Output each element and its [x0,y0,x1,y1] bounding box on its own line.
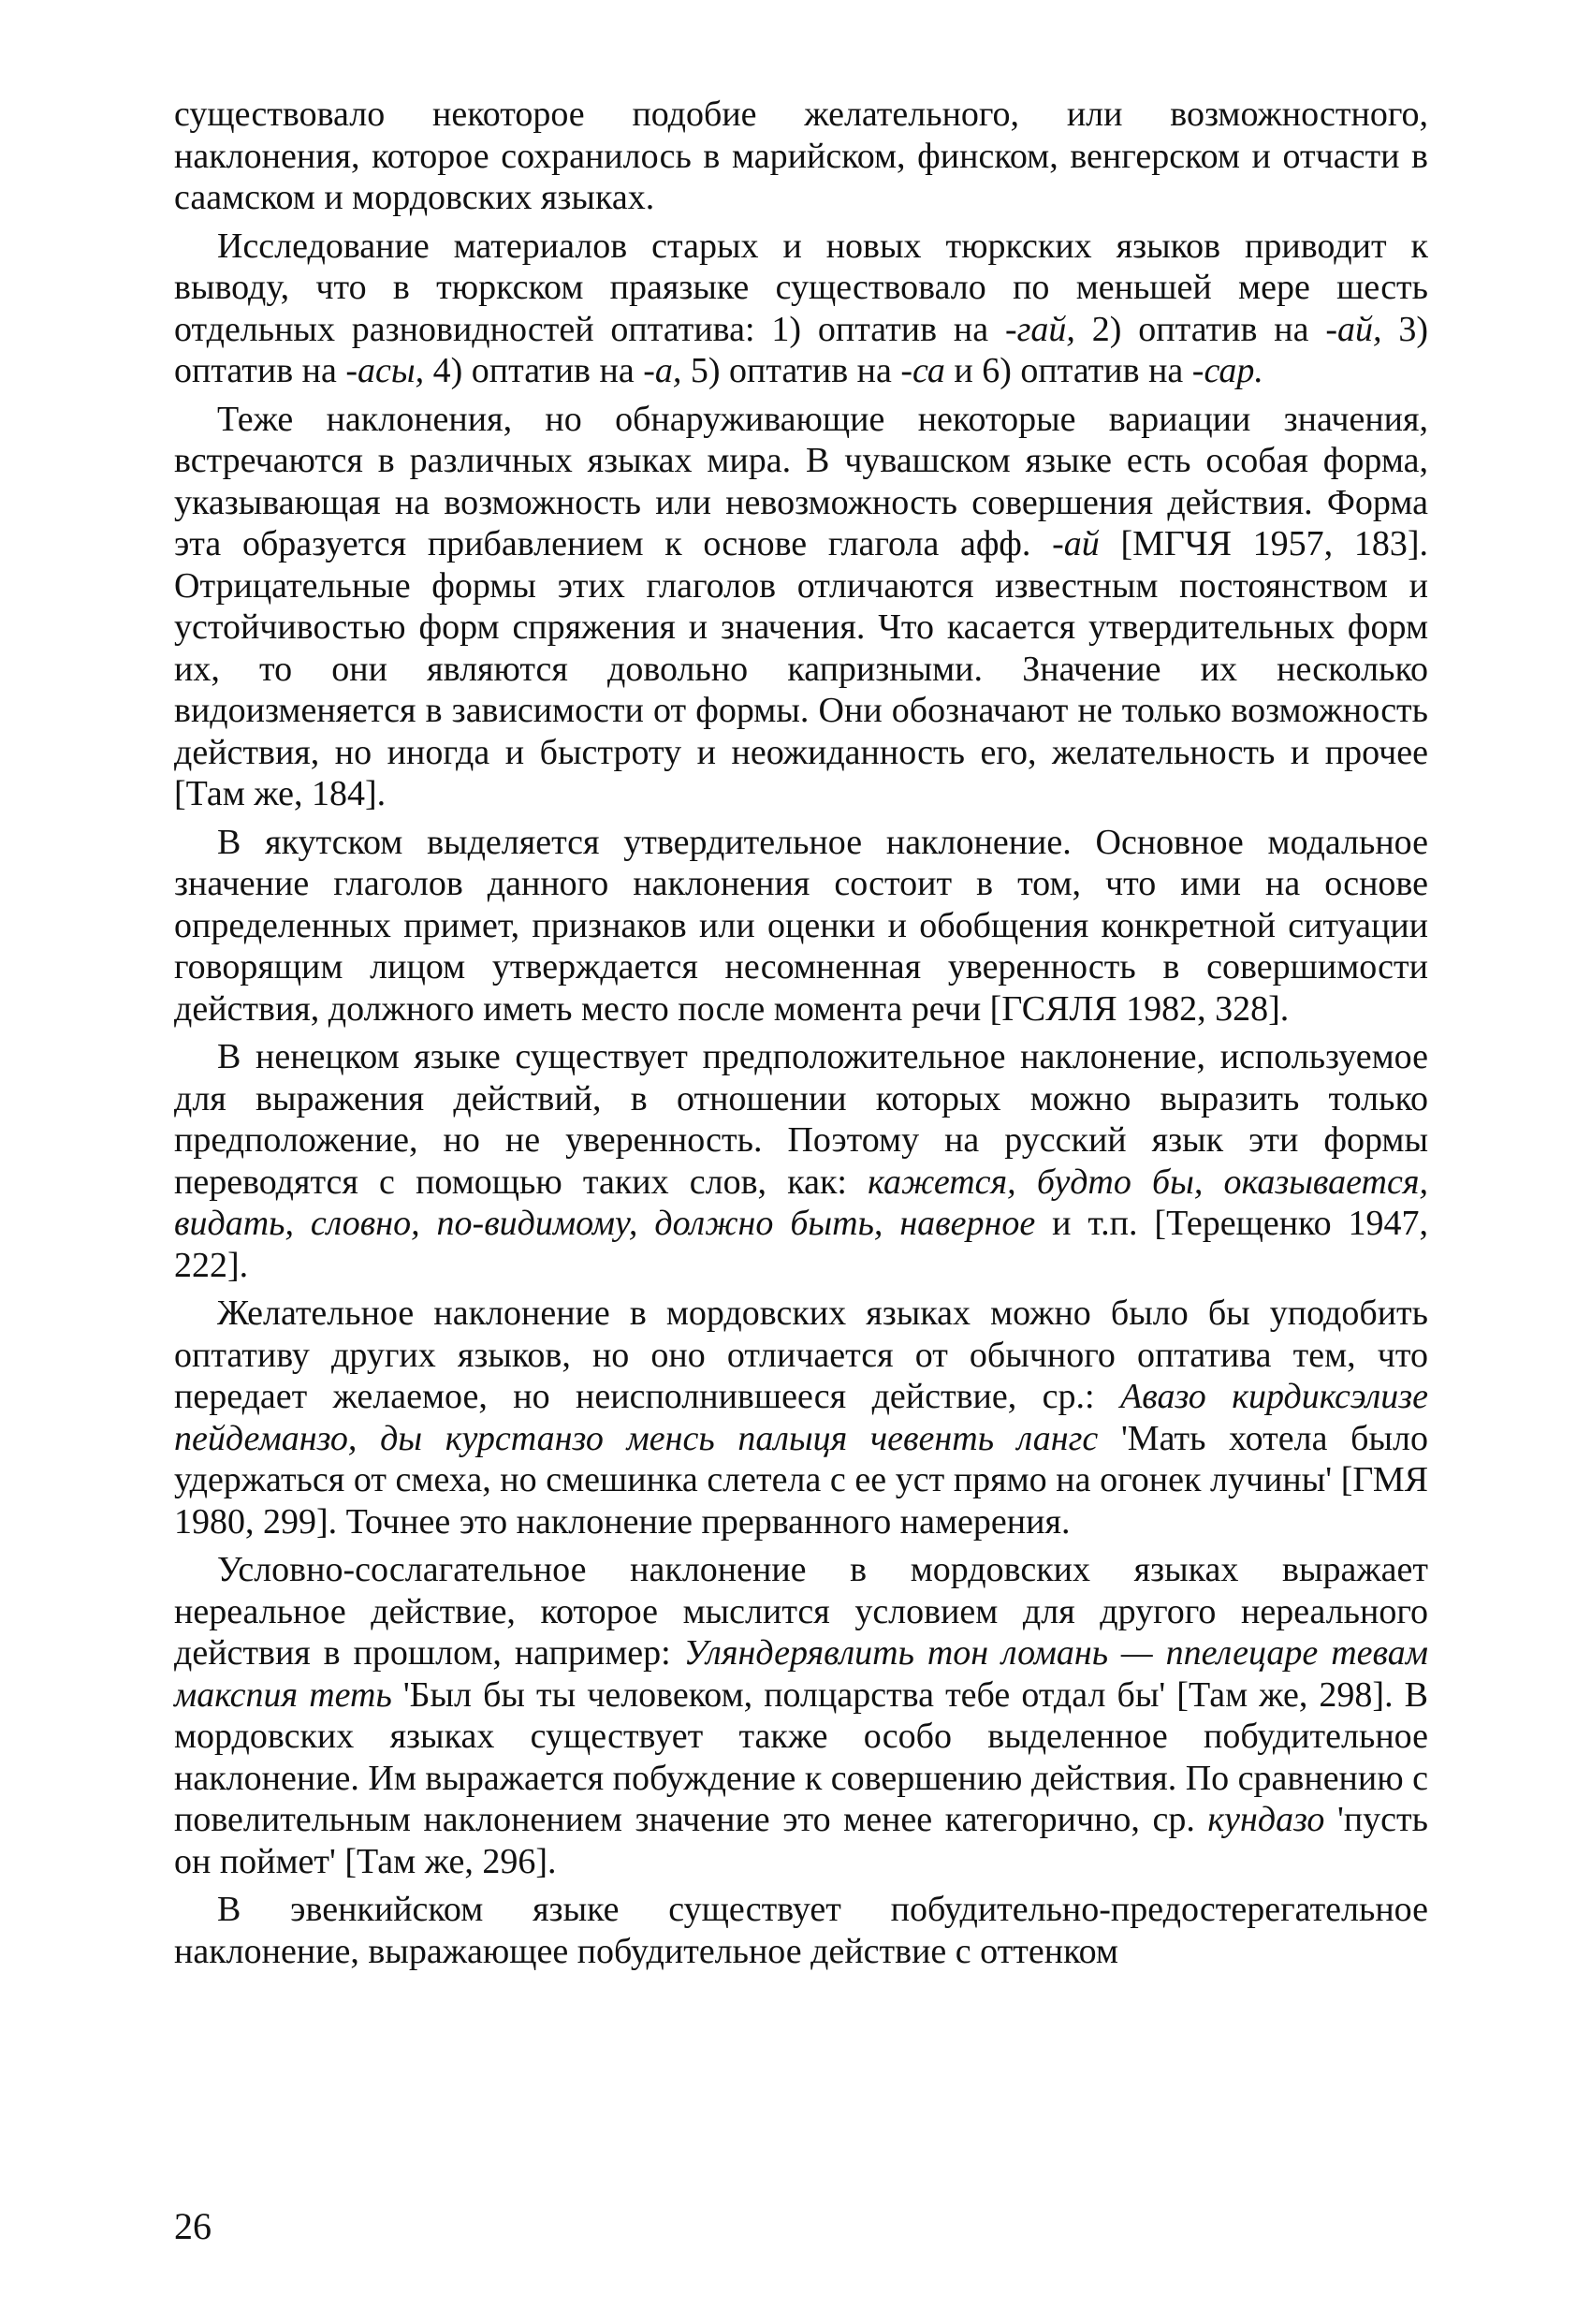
paragraph [174,822,1428,1030]
paragraph [174,1889,1428,1972]
paragraph [174,1293,1428,1542]
page-number: 26 [174,2205,212,2247]
paragraph-text: и т.п. [Терещенко 1947, 222]. [174,1204,1428,1285]
paragraph-text: и 6) оптатив на [944,351,1192,390]
italic-text: -гай, [1004,309,1075,349]
paragraph [174,1036,1428,1286]
italic-text: -са [900,351,945,390]
italic-text: -ай [1052,524,1100,563]
paragraph-text: 2) оптатив на [1074,309,1326,349]
paragraph [174,94,1428,219]
page-body [174,94,1428,1979]
paragraph-text: В якутском выделяется утвердительное наклонение. Основное модальное значение глаголов данного наклонения состоит в том, что ими на основе определенных примет, признаков или оценки и обобщения конкретной ситуации говорящим лицом утверждается несомненная уверенность в совершимости действия, должного иметь место после момента речи [ГСЯЛЯ 1982, 328]. [174,822,1428,1029]
paragraph-text: [МГЧЯ 1957, 183]. Отрицательные формы этих глаголов отличаются известным постоянством и устойчивостью форм спряжения и значения. Что касается утвердительных форм их, то они являются довольно капризными. Значение их несколько видоизменяется в зависимости от формы. Они обозначают не только возможность действия, но иногда и быстроту и неожиданность его, желательность и прочее [Там же, 184]. [174,524,1428,813]
italic-text: -асы, [345,351,425,390]
paragraph-text: 'Был бы ты человеком, полцарства тебе отдал бы' [Там же, 298]. В мордовских языках существует также особо выделенное побудительное наклонение. Им выражается побуждение к совершению действия. По сравнению с повелительным наклонением значение это менее категорично, ср. [174,1674,1429,1839]
paragraph-text: 4) оптатив на [424,351,644,390]
paragraph [174,1549,1428,1882]
italic-text: Уляндерявлить тон ломань — ппелецаре тевам макспия теть [174,1633,1428,1715]
paragraph-text: Исследование материалов старых и новых тюркских языков приводит к выводу, что в тюркском праязыке существовало по меньшей мере шесть отдельных разновидностей оптатива: 1) оптатив на [174,226,1428,349]
paragraph-text: Желательное наклонение в мордовских языках можно было бы уподобить оптативу других языков, но оно отличается от обычного оптатива тем, что передает желаемое, но неисполнившееся действие, ср.: [174,1294,1428,1416]
paragraph-text: В ненецком языке существует предположительное наклонение, используемое для выражения действий, в отношении которых можно выразить только предположение, но не уверенность. Поэтому на русский язык эти формы переводятся с помощью таких слов, как: [174,1037,1428,1202]
paragraph-text: 5) оптатив на [681,351,901,390]
paragraph-text: существовало некоторое подобие желательного, или возможностного, наклонения, которое сохранилось в марийском, финском, венгерском и отчасти в саамском и мордовских языках. [174,95,1428,217]
italic-text: Авазо кирдиксэлизе пейдеманзо, ды курстанзо менсь палыця чевенть лангс [174,1377,1428,1458]
italic-text: -сар. [1191,351,1263,390]
paragraph-text: 'пусть он поймет' [Там же, 296]. [174,1800,1428,1881]
italic-text: -а, [643,351,682,390]
italic-text: кажется, будто бы, оказывается, видать, словно, по-видимому, должно быть, наверное [174,1162,1428,1243]
paragraph [174,399,1428,815]
paragraph [174,226,1428,392]
paragraph-text: 3) оптатив на [174,309,1429,390]
paragraph-text: Теже наклонения, но обнаруживающие некоторые вариации значения, встречаются в различных языках мира. В чувашском языке есть особая форма, указывающая на возможность или невозможность совершения действия. Форма эта образуется прибавлением к основе глагола афф. [174,399,1428,563]
italic-text: -ай, [1325,309,1382,349]
paragraph-text: В эвенкийском языке существует побудительно-предостерегательное наклонение, выражающее побудительное действие с оттенком [174,1890,1428,1971]
paragraph-text: Условно-сослагательное наклонение в мордовских языках выражает нереальное действие, которое мыслится условием для другого нереального действия в прошлом, например: [174,1550,1428,1673]
paragraph-text: 'Мать хотела было удержаться от смеха, но смешинка слетела с ее уст прямо на огонек лучины' [ГМЯ 1980, 299]. Точнее это наклонение прерванного намерения. [174,1418,1429,1542]
italic-text: кундазо [1207,1800,1325,1839]
